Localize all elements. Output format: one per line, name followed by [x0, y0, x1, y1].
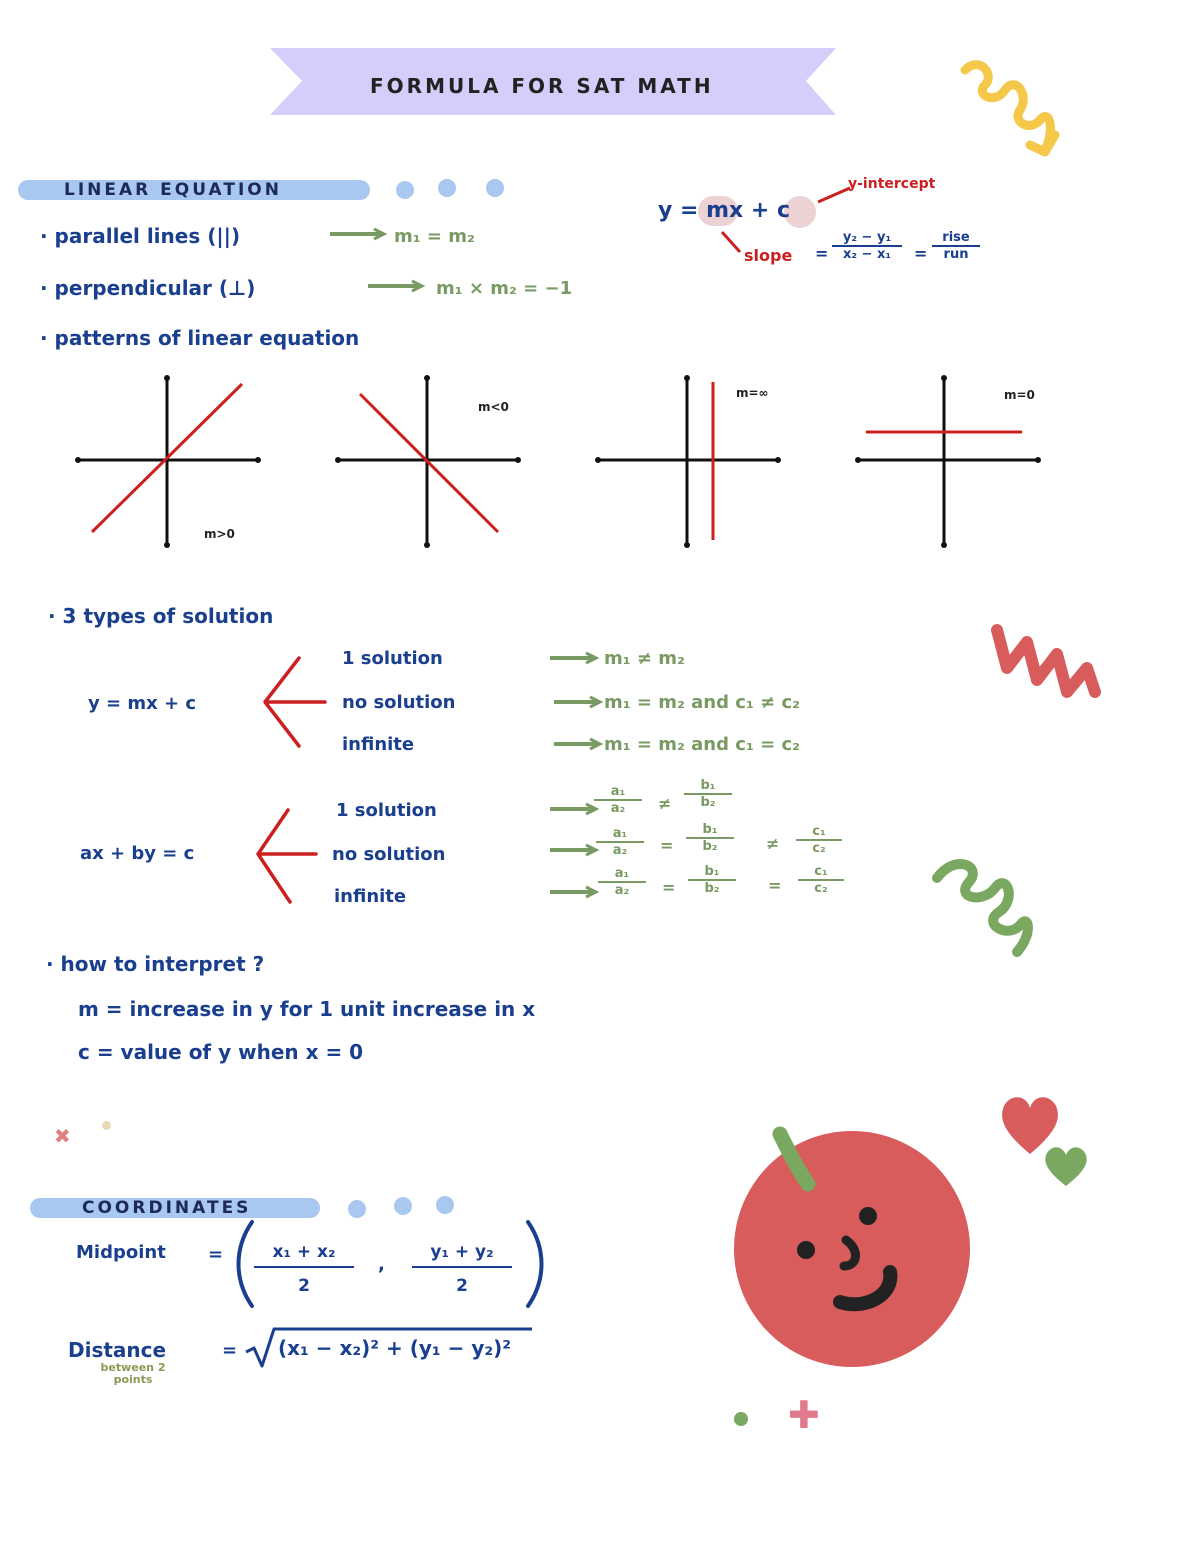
perpendicular-rule: m₁ × m₂ = −1	[436, 278, 573, 299]
pink-plus-doodle: ✚	[788, 1393, 820, 1437]
graph-label-undefined: m=∞	[736, 386, 769, 400]
rise-run-equals: =	[914, 244, 928, 263]
swirl-doodle-yellow	[950, 50, 1080, 160]
ratio-num: b₁	[688, 864, 736, 881]
branch-arrow-red	[250, 804, 330, 908]
midpoint-comma: ,	[378, 1254, 385, 1275]
midpoint-y-num: y₁ + y₂	[412, 1242, 512, 1268]
perpendicular-label: · perpendicular (⊥)	[40, 276, 256, 300]
ratio-den: a₂	[614, 883, 630, 898]
slope-fraction	[832, 230, 902, 262]
arrow-icon	[550, 803, 600, 815]
header-dot	[438, 179, 456, 197]
ratio-den: a₂	[610, 801, 626, 816]
ratio-operator: =	[660, 836, 674, 855]
standard-form-equation: ax + by = c	[80, 843, 195, 864]
parallel-label: · parallel lines (||)	[40, 224, 241, 248]
midpoint-x-num: x₁ + x₂	[254, 1242, 354, 1268]
midpoint-x-den: 2	[298, 1276, 310, 1296]
graph-label-zero: m=0	[1004, 388, 1035, 402]
rise-run-fraction	[932, 230, 980, 262]
midpoint-y-den: 2	[456, 1276, 468, 1296]
distance-sublabel: between 2 points	[100, 1361, 166, 1386]
ratio-den: c₂	[814, 881, 828, 896]
arrow-icon	[550, 844, 600, 856]
ratio-num: c₁	[798, 864, 844, 881]
ratio-den: b₂	[702, 839, 718, 854]
ratio-b	[686, 822, 734, 854]
midpoint-y-fraction	[412, 1242, 512, 1296]
beige-dot-doodle	[102, 1121, 111, 1130]
ratio-operator: ≠	[766, 834, 780, 853]
apple-face-illustration	[728, 1124, 978, 1374]
heart-icon	[1042, 1142, 1090, 1190]
slope-numerator: y₂ − y₁	[832, 230, 902, 247]
slope-label: slope	[744, 246, 793, 265]
ratio-den: a₂	[612, 843, 628, 858]
header-dot	[436, 1196, 454, 1214]
ratio-num: a₁	[594, 784, 642, 801]
ratio-num: c₁	[796, 824, 842, 841]
run-label: run	[943, 247, 969, 262]
arrow-icon	[368, 280, 428, 292]
arrow-icon	[550, 886, 600, 898]
solution-types-heading: · 3 types of solution	[48, 604, 274, 628]
ratio-den: b₂	[704, 881, 720, 896]
interpret-heading: · how to interpret ?	[46, 952, 265, 976]
case-rule: m₁ = m₂ and c₁ ≠ c₂	[604, 692, 800, 713]
graph-negative-slope	[330, 370, 530, 550]
case-rule: m₁ = m₂ and c₁ = c₂	[604, 734, 800, 755]
ratio-num: a₁	[598, 866, 646, 883]
distance-label: Distance	[68, 1338, 167, 1362]
case-label: 1 solution	[342, 648, 443, 669]
graph-positive-slope	[70, 370, 270, 550]
ratio-a	[596, 826, 644, 858]
midpoint-label: Midpoint	[76, 1242, 166, 1263]
header-dot	[486, 179, 504, 197]
ratio-a	[598, 866, 646, 898]
coordinates-header: COORDINATES	[82, 1198, 252, 1218]
arrow-icon	[554, 696, 604, 708]
linear-header: LINEAR EQUATION	[64, 180, 282, 200]
arrow-icon	[330, 228, 390, 240]
ratio-num: a₁	[596, 826, 644, 843]
parallel-rule: m₁ = m₂	[394, 226, 475, 247]
slope-equals: =	[815, 244, 829, 263]
arrow-icon	[550, 652, 600, 664]
branch-arrow-red	[255, 652, 335, 752]
ratio-b	[688, 864, 736, 896]
ratio-operator: =	[662, 878, 676, 897]
midpoint-x-fraction	[254, 1242, 354, 1296]
header-dot	[396, 181, 414, 199]
ratio-den: c₂	[812, 841, 826, 856]
case-label: infinite	[342, 734, 415, 755]
slope-denominator: x₂ − x₁	[842, 247, 892, 262]
distance-expression: (x₁ − x₂)² + (y₁ − y₂)²	[278, 1336, 512, 1360]
midpoint-equals: =	[208, 1244, 224, 1265]
arrow-icon	[554, 738, 604, 750]
pink-x-doodle: ✖	[54, 1124, 71, 1148]
ratio-operator: ≠	[658, 794, 672, 813]
distance-equals: =	[222, 1340, 238, 1361]
case-label: 1 solution	[336, 800, 437, 821]
interpret-c-line: c = value of y when x = 0	[78, 1040, 364, 1064]
slope-form-equation: y = mx + c	[88, 693, 196, 714]
case-rule: m₁ ≠ m₂	[604, 648, 685, 669]
case-label: no solution	[332, 844, 446, 865]
graph-label-positive: m>0	[204, 527, 235, 541]
rise-label: rise	[932, 230, 980, 247]
case-label: infinite	[334, 886, 407, 907]
ratio-c	[796, 824, 842, 856]
interpret-m-line: m = increase in y for 1 unit increase in x	[78, 997, 536, 1021]
ratio-b	[684, 778, 732, 810]
header-dot	[348, 1200, 366, 1218]
patterns-label: · patterns of linear equation	[40, 326, 360, 350]
y-intercept-label: y-intercept	[848, 176, 936, 192]
ratio-a	[594, 784, 642, 816]
ratio-den: b₂	[700, 795, 716, 810]
ratio-operator: =	[768, 876, 782, 895]
page-title: FORMULA FOR SAT MATH	[370, 74, 714, 98]
slope-intercept-formula: y = mx + c	[658, 198, 790, 223]
ratio-num: b₁	[686, 822, 734, 839]
case-label: no solution	[342, 692, 456, 713]
green-dot-doodle	[734, 1412, 748, 1426]
graph-label-negative: m<0	[478, 400, 509, 414]
zigzag-doodle-red	[985, 620, 1110, 720]
ratio-c	[798, 864, 844, 896]
swirl-doodle-green	[925, 848, 1040, 968]
header-dot	[394, 1197, 412, 1215]
ratio-num: b₁	[684, 778, 732, 795]
